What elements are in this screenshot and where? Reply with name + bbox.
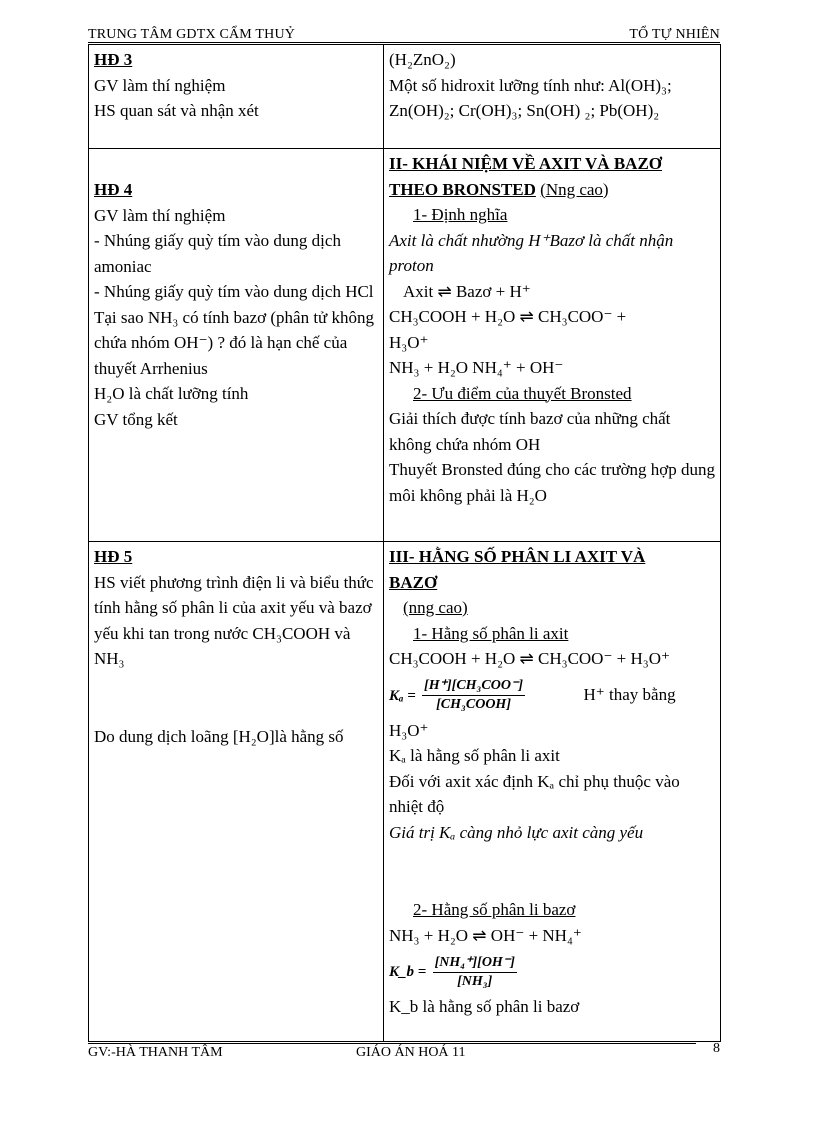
footer-title: GIÁO ÁN HOÁ 11	[356, 1045, 466, 1060]
kb-denominator: [NH₃]	[457, 973, 493, 989]
subsection-title: 2- Ưu điểm của thuyết Bronsted	[413, 383, 632, 403]
definition-text: Axit là chất nhường H⁺Bazơ là chất nhận proton	[389, 230, 674, 275]
section-heading: BAZƠ	[389, 572, 438, 592]
section-note: (nng cao)	[403, 598, 468, 617]
kb-label: K_b =	[389, 964, 427, 981]
content-line: Kₐ là hằng số phân li axit	[389, 746, 560, 765]
ka-fraction	[422, 677, 525, 714]
activity-cell	[89, 542, 384, 1042]
content-line: Zn(OH)₂; Cr(OH)₃; Sn(OH) ₂; Pb(OH)₂	[389, 101, 660, 120]
table-row	[89, 149, 721, 542]
content-line: K_b là hằng số phân li bazơ	[389, 997, 580, 1016]
activity-line: GV làm thí nghiệm	[94, 75, 226, 95]
content-line: (H₂ZnO₂)	[389, 50, 456, 69]
ka-label: Kₐ =	[389, 687, 416, 704]
section-note: (Nng cao)	[540, 179, 609, 199]
section-heading: II- KHÁI NIỆM VỀ AXIT VÀ BAZƠ	[389, 154, 663, 173]
equation: Axit ⇌ Bazơ + H⁺	[403, 281, 531, 301]
activity-line: Tại sao NH₃ có tính bazơ (phân tử không chứa nhóm OH⁻) ? đó là hạn chế của thuyết Arrhenius	[94, 307, 375, 378]
section-heading: THEO BRONSTED	[389, 179, 536, 199]
activity-cell	[89, 149, 384, 542]
ka-formula	[389, 672, 716, 718]
content-cell	[384, 542, 721, 1042]
kb-numerator: [NH₄⁺][OH⁻]	[433, 954, 517, 973]
ka-denominator: [CH₃COOH]	[436, 697, 511, 713]
table-row	[89, 542, 721, 1042]
content-line: Thuyết Bronsted đúng cho các trường hợp dung môi không phải là H₂O	[389, 460, 716, 505]
activity-line: H₂O là chất lưỡng tính	[94, 384, 249, 403]
activity-line: GV tổng kết	[94, 409, 178, 429]
kb-formula	[389, 948, 716, 994]
content-line: H₃O⁺	[389, 720, 429, 740]
section-heading: III- HẰNG SỐ PHÂN LI AXIT VÀ	[389, 547, 646, 566]
equation: CH₃COOH + H₂O ⇌ CH₃COO⁻ +	[389, 307, 627, 326]
activity-title: HĐ 3	[94, 50, 133, 69]
activity-title: HĐ 5	[94, 547, 133, 566]
activity-line: GV làm thí nghiệm	[94, 205, 226, 225]
activity-title: HĐ 4	[94, 180, 133, 199]
activity-note: Do dung dịch loãng [H₂O]là hằng số	[94, 726, 344, 746]
ka-numerator: [H⁺][CH₃COO⁻]	[422, 677, 525, 696]
activity-cell	[89, 45, 384, 149]
equation: NH₃ + H₂O ⇌ OH⁻ + NH₄⁺	[389, 925, 582, 945]
footer-teacher: GV:-HÀ THANH TÂM	[88, 1045, 223, 1060]
content-line: Một số hidroxit lưỡng tính như: Al(OH)₃;	[389, 75, 672, 95]
activity-line: HS quan sát và nhận xét	[94, 101, 259, 120]
subsection-title: 1- Hằng số phân li axit	[413, 623, 569, 643]
activity-line: HS viết phương trình điện li và biểu thức tính hằng số phân li của axit yếu và bazơ yếu khi tan trong nước CH₃COOH và NH₃	[94, 572, 374, 668]
lesson-table	[88, 44, 721, 1042]
subsection-title: 1- Định nghĩa	[413, 205, 508, 224]
page-header	[88, 24, 718, 44]
ka-note: H⁺ thay bằng	[583, 684, 676, 704]
activity-line: - Nhúng giấy quỳ tím vào dung dịch HCl	[94, 282, 374, 301]
content-line: Giải thích được tính bazơ của những chất không chứa nhóm OH	[389, 409, 671, 454]
equation: CH₃COOH + H₂O ⇌ CH₃COO⁻ + H₃O⁺	[389, 649, 670, 668]
content-cell	[384, 149, 721, 542]
activity-line: - Nhúng giấy quỳ tím vào dung dịch amoniac	[94, 231, 341, 276]
content-cell	[384, 45, 721, 149]
page-number: 8	[713, 1041, 720, 1056]
equation: H₃O⁺	[389, 332, 429, 352]
equation: NH₃ + H₂O NH₄⁺ + OH⁻	[389, 358, 564, 377]
content-line: Giá trị Kₐ càng nhỏ lực axit càng yếu	[389, 822, 644, 842]
table-row	[89, 45, 721, 149]
header-rule	[88, 42, 720, 43]
header-school: TRUNG TÂM GDTX CẨM THUỶ	[88, 27, 296, 42]
kb-fraction	[433, 954, 517, 991]
header-department: TỔ TỰ NHIÊN	[629, 27, 720, 42]
footer-rule	[88, 1043, 696, 1044]
content-line: Đối với axit xác định Kₐ chỉ phụ thuộc vào nhiệt độ	[389, 771, 680, 816]
subsection-title: 2- Hằng số phân li bazơ	[413, 900, 576, 919]
